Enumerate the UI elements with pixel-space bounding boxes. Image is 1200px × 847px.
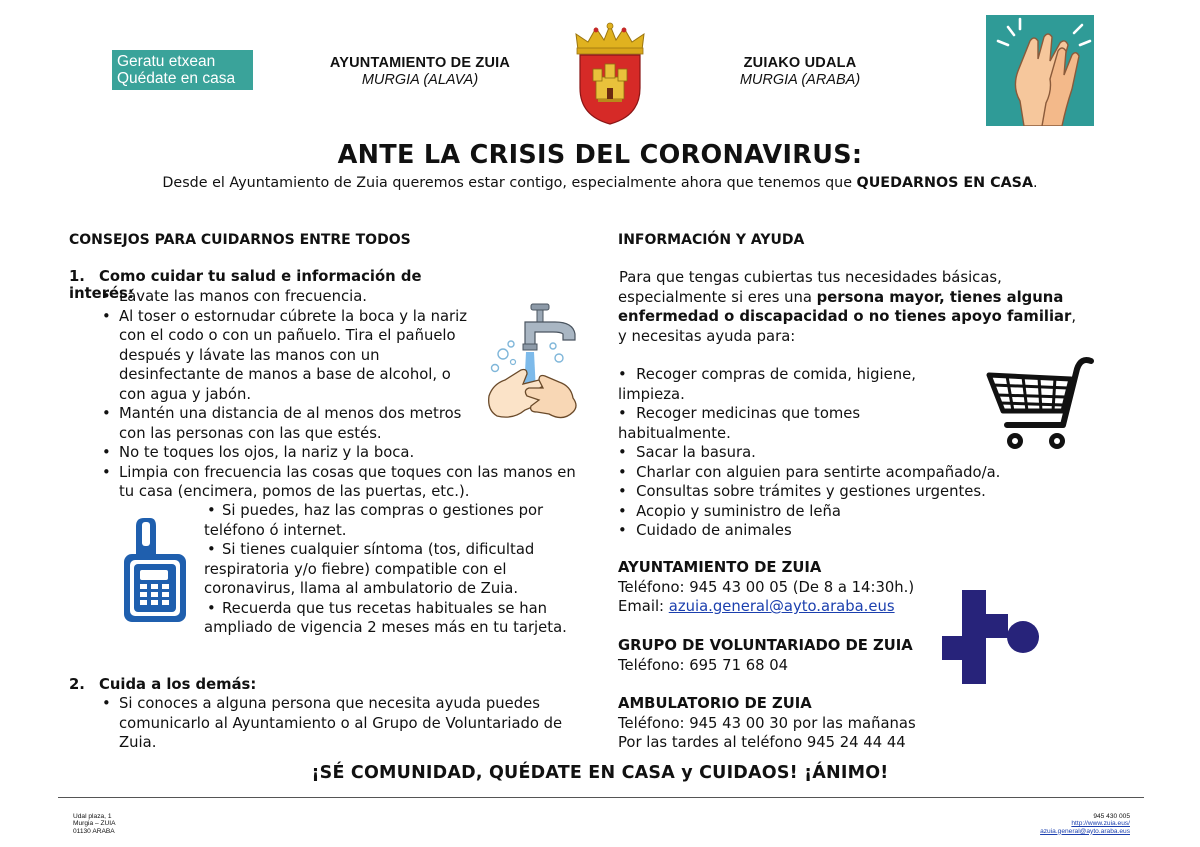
list-item-text: Consultas sobre trámites y gestiones urgentes. — [636, 483, 986, 500]
udala-subtitle: MURGIA (ARABA) — [739, 72, 861, 88]
ambulatorio-contact — [618, 694, 958, 753]
list-item: • Si conoces a alguna persona que necesita ayuda puedes comunicarlo al Ayuntamiento o al Grupo de Voluntariado de Zuia. — [99, 694, 569, 753]
section-2-number: 2. — [69, 676, 85, 693]
list-item: • Acopio y suministro de leña — [618, 502, 841, 520]
email-label: Email: — [618, 598, 669, 615]
list-item-text: Si puedes, haz las compras o gestiones por teléfono ó internet. — [204, 502, 544, 539]
telephone-icon — [120, 514, 190, 624]
list-item: • Lávate las manos con frecuencia. — [99, 287, 489, 307]
badge-line-1: Geratu etxean — [117, 53, 216, 70]
ayuntamiento-header — [318, 55, 522, 88]
list-item: • Mantén una distancia de al menos dos metros con las personas con las que estés. — [99, 404, 474, 443]
list-item: • Consultas sobre trámites y gestiones urgentes. — [618, 483, 986, 500]
subtitle-bold: QUEDARNOS EN CASA — [856, 175, 1034, 191]
list-item: • Limpia con frecuencia las cosas que toques con las manos en tu casa (encimera, pomos de las puertas, etc.). — [99, 463, 589, 502]
left-section-heading: CONSEJOS PARA CUIDARNOS ENTRE TODOS — [69, 232, 411, 248]
list-item-text: Sacar la basura. — [636, 444, 756, 461]
section-2-title-text: Cuida a los demás: — [99, 676, 257, 693]
ayuntamiento-contact-title: AYUNTAMIENTO DE ZUIA — [618, 559, 822, 576]
ambulatorio-phone-morning: Teléfono: 945 43 00 30 por las mañanas — [618, 714, 916, 732]
list-item: • Recoger medicinas que tomes habitualmente. — [618, 405, 861, 442]
footer-divider — [58, 797, 1144, 798]
list-item: • No te toques los ojos, la nariz y la boca. — [99, 443, 489, 463]
ambulatorio-phone-afternoon: Por las tardes al teléfono 945 24 44 44 — [618, 734, 906, 751]
help-intro-end: , y necesitas ayuda para: — [618, 308, 1077, 345]
help-services-list — [618, 365, 1028, 541]
list-item-text: Acopio y suministro de leña — [636, 502, 841, 520]
list-item: • Cuidado de animales — [618, 522, 792, 539]
subtitle — [0, 175, 1200, 191]
list-item: • Recoger compras de comida, higiene, limpieza. — [618, 366, 916, 403]
osakidetza-logo-icon — [942, 588, 1054, 686]
ayuntamiento-title: AYUNTAMIENTO DE ZUIA — [329, 55, 511, 71]
right-section-heading: INFORMACIÓN Y AYUDA — [618, 232, 805, 248]
section-2-title — [69, 676, 369, 693]
care-others-list — [99, 694, 579, 753]
clapping-hands-icon — [986, 15, 1094, 126]
list-item-text: Recoger compras de comida, higiene, limpieza. — [618, 366, 916, 403]
handwashing-icon — [483, 300, 583, 434]
help-intro-text: Para que tengas cubiertas tus necesidades básicas, especialmente si eres una — [618, 269, 1002, 306]
footer-website-link[interactable]: http://www.zuia.eus/ — [1071, 820, 1130, 828]
list-item-text: Recoger medicinas que tomes habitualmente. — [618, 405, 861, 442]
quedate-en-casa-badge — [112, 50, 253, 90]
footer-address-line: Udal plaza, 1 — [73, 813, 112, 820]
main-title: ANTE LA CRISIS DEL CORONAVIRUS: — [337, 140, 863, 170]
footer-phone: 945 430 005 — [1093, 813, 1130, 820]
list-item-text: Charlar con alguien para sentirte acompañado/a. — [636, 463, 1001, 481]
footer-address — [73, 813, 116, 835]
subtitle-end: . — [1033, 175, 1038, 191]
udala-title: ZUIAKO UDALA — [743, 55, 857, 71]
contact-tips-list — [204, 501, 589, 638]
ayuntamiento-phone: Teléfono: 945 43 00 05 (De 8 a 14:30h.) — [618, 578, 915, 596]
help-intro — [618, 268, 1080, 346]
footer-address-line: Murgia – ZUIA — [73, 820, 116, 828]
section-1-title-text: Como cuidar tu salud e información de interés: — [69, 268, 422, 302]
clapping-hands-image — [986, 15, 1094, 126]
voluntariado-phone: Teléfono: 695 71 68 04 — [618, 656, 789, 674]
shopping-cart-icon — [985, 355, 1097, 455]
help-intro-bold: persona mayor, tienes alguna enfermedad o discapacidad o no tienes apoyo familiar — [618, 288, 1072, 325]
list-item: • Charlar con alguien para sentirte acompañado/a. — [618, 463, 1001, 481]
badge-line-2: Quédate en casa — [117, 70, 236, 87]
voluntariado-contact — [618, 636, 938, 675]
list-item — [204, 501, 589, 540]
list-item — [204, 599, 589, 638]
list-item: • Sacar la basura. — [618, 444, 756, 461]
footer-address-line: 01130 ARABA — [73, 827, 115, 835]
health-tips-list — [99, 287, 576, 502]
voluntariado-title: GRUPO DE VOLUNTARIADO DE ZUIA — [618, 637, 913, 654]
list-item — [204, 540, 589, 599]
ambulatorio-title: AMBULATORIO DE ZUIA — [618, 695, 812, 712]
footer-contact — [1000, 813, 1130, 835]
list-item-text: Recuerda que tus recetas habituales se han ampliado de vigencia 2 meses más en tu tarjeta. — [204, 599, 567, 636]
udala-header — [700, 55, 900, 88]
footer-email-link[interactable]: azuia.general@ayto.araba.eus — [1040, 827, 1130, 835]
ayuntamiento-email-link[interactable]: azuia.general@ayto.araba.eus — [668, 598, 895, 615]
list-item-text: Si tienes cualquier síntoma (tos, dificultad respiratoria y/o fiebre) compatible con el coronavirus, llama al ambulatorio de Zuia. — [204, 541, 535, 597]
list-item: • Al toser o estornudar cúbrete la boca y la nariz con el codo o con un pañuelo. Tira el pañuelo después y lávate las manos con un desinfectante de manos a base de alcohol, o con agua y jabón. — [99, 307, 474, 405]
ayuntamiento-contact — [618, 558, 938, 617]
closing-slogan: ¡SÉ COMUNIDAD, QUÉDATE EN CASA y CUIDAOS! ¡ÁNIMO! — [311, 763, 889, 783]
list-item-text: Cuidado de animales — [636, 522, 792, 539]
section-1-number: 1. — [69, 268, 85, 285]
ayuntamiento-email-row — [618, 597, 938, 617]
ayuntamiento-subtitle: MURGIA (ALAVA) — [361, 72, 479, 88]
subtitle-text: Desde el Ayuntamiento de Zuia queremos estar contigo, especialmente ahora que tenemos que — [162, 175, 857, 191]
coat-of-arms-icon — [568, 22, 652, 126]
